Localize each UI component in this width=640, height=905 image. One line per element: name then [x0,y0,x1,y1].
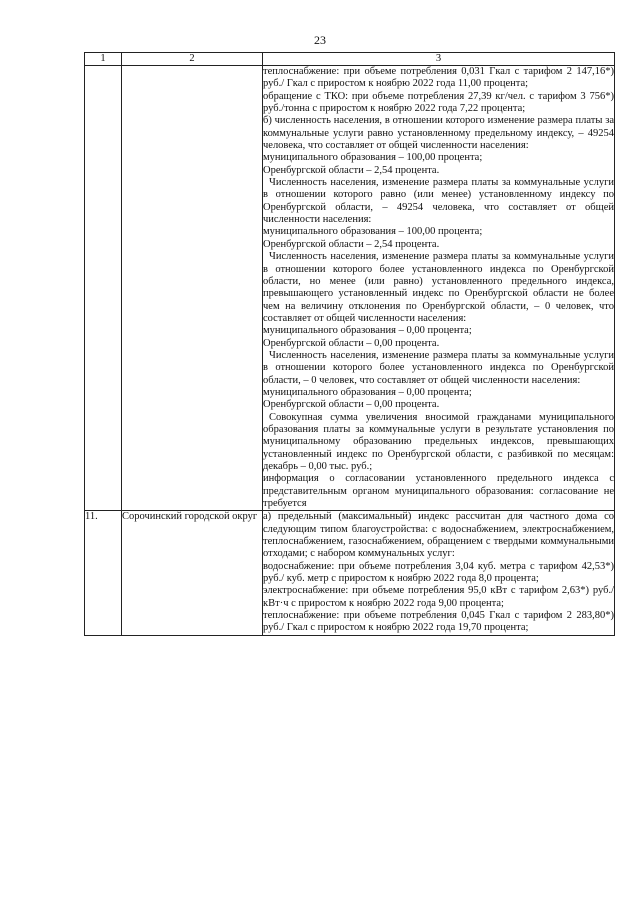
paragraph: Оренбургской области – 2,54 процента. [263,238,440,250]
table-row [85,511,615,635]
paragraph: электроснабжение: при объеме потребления 95,0 кВт с тарифом 2,63*) руб./кВт·ч с приростом к ноябрю 2022 года 9,00 процента; [263,585,614,609]
paragraph: теплоснабжение: при объеме потребления 0,031 Гкал с тарифом 2 147,16*) руб./ Гкал с приростом к ноябрю 2022 года 11,00 процента; [263,66,614,90]
paragraph: Численность населения, изменение размера платы за коммунальные услуги в отношении которого более установленного индекса по Оренбургской области, но менее (или равно) установленного предельного индекса, превышающего установленный индекс по Оренбургской области не более чем на величину отклонения по Оренбургской области, – 0 человек, что составляет от общей численности населения: [263,251,614,324]
table-header-row [85,53,615,66]
paragraph: Совокупная сумма увеличения вносимой гражданами муниципального образования платы за коммунальные услуги в результате установления по муниципальному образованию предельных индексов, превышающих установленный индекс по Оренбургской области, с разбивкой по месяцам: декабрь – 0,00 тыс. руб.; [263,411,614,472]
column-header-3: 3 [263,53,615,66]
row-number: 11. [85,511,122,635]
page-number: 23 [314,33,326,47]
paragraph: муниципального образования – 100,00 процента; [263,226,483,238]
paragraph: Численность населения, изменение размера платы за коммунальные услуги в отношении которого равно (или менее) установленному индексу по Оренбургской области, – 49254 человека, что составляет от общей численности населения: [263,177,614,226]
paragraph: водоснабжение: при объеме потребления 3,04 куб. метра с тарифом 42,53*) руб./ куб. метр с приростом к ноябрю 2022 года 8,0 процента; [263,560,614,585]
municipality-name [122,66,263,511]
paragraph: муниципального образования – 100,00 процента; [263,152,483,164]
table-row [85,66,615,511]
row-number [85,66,122,511]
paragraph: Оренбургской области – 0,00 процента. [263,399,440,411]
paragraph: б) численность населения, в отношении которого изменение размера платы за коммунальные услуги равно установленному предельному индексу, – 49254 человека, что составляет от общей численности населения: [263,115,614,152]
paragraph: Оренбургской области – 0,00 процента. [263,337,440,349]
paragraph: теплоснабжение: при объеме потребления 0,045 Гкал с тарифом 2 283,80*) руб./ Гкал с приростом к ноябрю 2022 года 19,70 процента; [263,610,614,634]
paragraph: Численность населения, изменение размера платы за коммунальные услуги в отношении которого более установленного индекса по Оренбургской области, – 0 человек, что составляет от общей численности населения: [263,349,614,386]
column-header-1: 1 [85,53,122,66]
paragraph: Оренбургской области – 2,54 процента. [263,164,440,176]
municipality-name: Сорочинский городской округ [122,511,263,635]
paragraph: информация о согласовании установленного предельного индекса с представительным органом муниципального образования: согласование не требуется [263,473,614,510]
column-header-2: 2 [122,53,263,66]
paragraph: обращение с ТКО: при объеме потребления 27,39 кг/чел. с тарифом 3 756*) руб./тонна с приростом к ноябрю 2022 года 7,22 процента; [263,90,614,115]
row-content [263,511,615,635]
paragraph: муниципального образования – 0,00 процента; [263,386,472,398]
data-table [84,52,615,636]
paragraph: а) предельный (максимальный) индекс рассчитан для частного дома со следующим типом благоустройства: с водоснабжением, электроснабжением, теплоснабжением, газоснабжением, обращением с твердыми коммунальными отходами; с набором коммунальных услуг: [263,511,614,560]
row-content [263,66,615,511]
paragraph: муниципального образования – 0,00 процента; [263,325,472,337]
